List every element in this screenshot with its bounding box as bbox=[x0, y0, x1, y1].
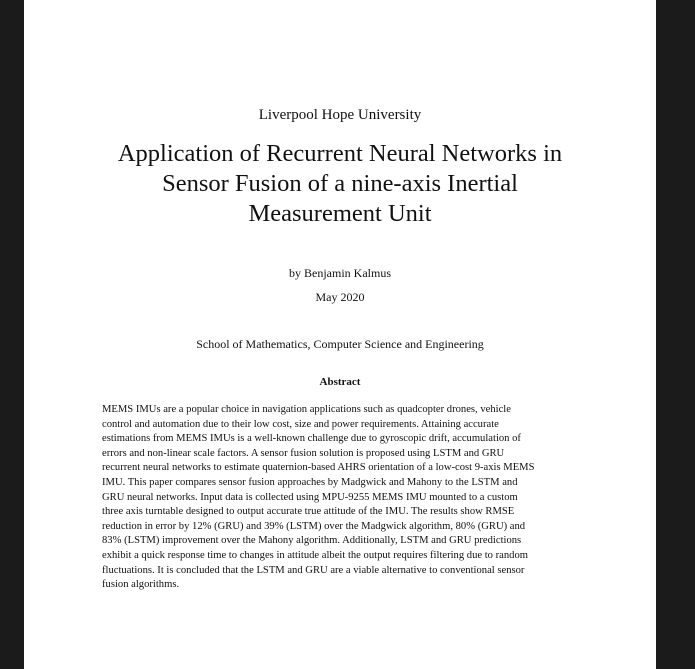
abstract-line: exhibit a quick response time to changes in attitude albeit the output requires filtering due to random bbox=[102, 549, 528, 561]
abstract-line: GRU neural networks. Input data is collected using MPU-9255 MEMS IMU mounted to a custom bbox=[102, 491, 518, 503]
title-line: Sensor Fusion of a nine-axis Inertial bbox=[162, 170, 518, 197]
title-line: Measurement Unit bbox=[248, 200, 432, 227]
abstract-body bbox=[102, 403, 592, 593]
abstract-line: control and automation due to their low cost, size and power requirements. Attaining accurate bbox=[102, 418, 499, 430]
abstract-line: reduction in error by 12% (GRU) and 39% (LSTM) over the Madgwick algorithm, 80% (GRU) and bbox=[102, 520, 526, 532]
abstract-line: estimations from MEMS IMUs is a well-known challenge due to gyroscopic drift, accumulation of bbox=[102, 433, 521, 445]
school-name: School of Mathematics, Computer Science and Engineering bbox=[196, 337, 484, 351]
abstract-heading: Abstract bbox=[319, 376, 361, 388]
abstract-line: three axis turntable designed to output accurate true attitude of the IMU. The results show RMSE bbox=[102, 506, 515, 518]
abstract-line: MEMS IMUs are a popular choice in navigation applications such as quadcopter drones, vehicle bbox=[102, 404, 511, 415]
abstract-line: 83% (LSTM) improvement over the Mahony algorithm. Additionally, LSTM and GRU predictions bbox=[102, 535, 522, 547]
abstract-line: recurrent neural networks to estimate quaternion-based AHRS orientation of a low-cost 9-axis MEMS bbox=[102, 462, 535, 474]
university-name: Liverpool Hope University bbox=[258, 107, 422, 123]
abstract-line: errors and non-linear scale factors. A sensor fusion solution is proposed using LSTM and GRU bbox=[102, 447, 505, 459]
abstract-line: fusion algorithms. bbox=[102, 579, 180, 591]
document-page bbox=[24, 0, 656, 669]
abstract-line: IMU. This paper compares sensor fusion approaches by Madgwick and Mahony to the LSTM and bbox=[102, 476, 518, 488]
abstract-line: fluctuations. It is concluded that the LSTM and GRU are a viable alternative to conventional sensor bbox=[102, 564, 525, 576]
date-line: May 2020 bbox=[315, 290, 365, 304]
author-line: by Benjamin Kalmus bbox=[289, 266, 391, 280]
paper-title bbox=[24, 139, 656, 229]
title-line: Application of Recurrent Neural Networks in bbox=[117, 140, 563, 167]
